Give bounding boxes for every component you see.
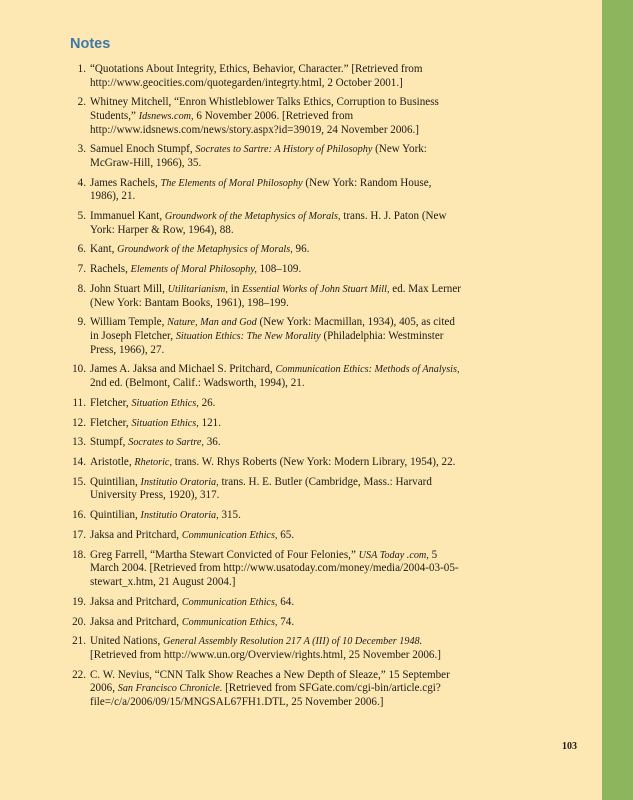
note-item (70, 96, 462, 137)
note-text: trans. W. Rhys Roberts (New York: Modern Library, 1954), 22. (172, 456, 456, 469)
note-text: 121. (198, 416, 221, 429)
note-text: 64. (277, 595, 295, 608)
note-text: ed. Max Lerner (New York: Bantam Books, 1961), 198–199. (90, 283, 461, 309)
note-text: Samuel Enoch Stumpf, (90, 143, 196, 156)
note-text: C. W. Nevius, “CNN Talk Show Reaches a New Depth of Sleaze,” 15 September 2006, (90, 668, 450, 695)
note-source-title: General Assembly Resolution 217 A (III) of 10 December 1948. (163, 636, 423, 648)
note-text: 315. (218, 509, 241, 522)
note-source-title: Institutio Oratoria, (140, 476, 219, 488)
note-item (70, 529, 462, 543)
note-source-title: Institutio Oratoria, (140, 510, 219, 522)
note-source-title: Elements of Moral Philosophy, (130, 264, 257, 276)
note-text: Fletcher, (90, 396, 132, 409)
note-source-title: Situation Ethics: The New Morality (175, 331, 321, 342)
note-text: Immanuel Kant, (90, 210, 165, 223)
note-source-title: Utilitarianism, (167, 284, 228, 296)
note-source-title: The Elements of Moral Philosophy (160, 177, 303, 189)
note-number: 12. (72, 416, 86, 429)
note-text: 26. (198, 396, 216, 409)
note-item (70, 243, 462, 257)
note-source-title: Essential Works of John Stuart Mill, (242, 284, 390, 296)
note-text: Stumpf, (90, 436, 129, 449)
note-item (70, 63, 462, 90)
note-text: James A. Jaksa and Michael S. Pritchard, (90, 363, 276, 376)
note-text: (Philadelphia: Westminster Press, 1966), 27. (90, 330, 444, 356)
note-item (70, 363, 462, 390)
note-text: Fletcher, (90, 416, 132, 429)
note-item (70, 316, 462, 357)
note-text: (New York: Macmillan, 1934), 405, as cited in Joseph Fletcher, (90, 316, 455, 342)
green-margin-bar (602, 0, 633, 800)
note-source-title: Groundwork of the Metaphysics of Morals, (117, 244, 293, 256)
note-item (70, 283, 462, 310)
note-source-title: Situation Ethics, (131, 397, 199, 409)
note-number: 16. (72, 509, 86, 522)
note-text: 74. (277, 615, 295, 628)
note-source-title: Rhetoric, (134, 457, 173, 469)
note-number: 15. (72, 475, 86, 488)
note-number: 5. (77, 210, 86, 223)
note-text: 65. (277, 529, 295, 542)
note-source-title: Nature, Man and God (167, 317, 257, 329)
note-item (70, 476, 462, 503)
note-text: John Stuart Mill, (90, 283, 168, 296)
note-text: William Temple, (90, 316, 168, 329)
note-text: Jaksa and Pritchard, (90, 615, 182, 628)
note-number: 4. (77, 176, 86, 189)
note-item (70, 669, 462, 710)
note-text: 108–109. (256, 263, 302, 276)
note-text: (New York: Random House, 1986), 21. (90, 176, 432, 203)
note-item (70, 397, 462, 411)
note-number: 8. (77, 283, 86, 296)
note-item (70, 143, 462, 170)
note-source-title: Groundwork of the Metaphysics of Morals, (164, 211, 341, 223)
note-number: 14. (72, 456, 86, 469)
note-source-title: Socrates to Sartre: A History of Philosophy (195, 144, 373, 156)
note-text: Aristotle, (90, 456, 135, 469)
note-item (70, 210, 462, 237)
note-source-title: Situation Ethics, (131, 417, 199, 429)
note-text: (New York: McGraw-Hill, 1966), 35. (90, 143, 427, 169)
note-text: Jaksa and Pritchard, (90, 529, 182, 542)
note-number: 13. (72, 436, 86, 449)
notes-heading: Notes (70, 36, 111, 52)
note-source-title: Communication Ethics, (181, 616, 278, 628)
note-text: [Retrieved from http://www.un.org/Overview/rights.html, 25 November 2006.] (90, 648, 441, 661)
note-number: 20. (72, 615, 86, 628)
note-text: Quintilian, (90, 475, 141, 488)
note-number: 7. (77, 263, 86, 276)
note-text: 96. (292, 243, 310, 256)
page-number: 103 (562, 741, 577, 752)
note-number: 9. (77, 316, 86, 329)
note-number: 3. (77, 143, 86, 156)
note-source-title: USA Today .com, (358, 549, 429, 561)
note-number: 18. (72, 548, 86, 561)
note-number: 10. (72, 363, 86, 376)
note-number: 17. (72, 529, 86, 542)
note-item (70, 549, 462, 590)
note-item (70, 616, 462, 630)
note-item (70, 456, 462, 470)
note-source-title: Communication Ethics, (181, 596, 278, 608)
note-number: 2. (77, 96, 86, 109)
note-source-title: Communication Ethics: Methods of Analysis, (275, 364, 460, 376)
note-text: in (227, 283, 243, 296)
note-text: Whitney Mitchell, “Enron Whistleblower Talks Ethics, Corruption to Business Students,” (90, 96, 439, 122)
note-text: 5 March 2004. [Retrieved from http://www.usatoday.com/money/media/2004-03-05-stewart_x.htm, 21 August 2004.] (90, 548, 459, 588)
note-text: 6 November 2006. [Retrieved from http://www.idsnews.com/news/story.aspx?id=39019, 24 November 2006.] (90, 109, 419, 136)
note-text: Jaksa and Pritchard, (90, 595, 182, 608)
note-item (70, 596, 462, 610)
note-item (70, 177, 462, 204)
note-text: 2nd ed. (Belmont, Calif.: Wadsworth, 1994), 21. (90, 376, 305, 389)
note-text: 36. (203, 436, 221, 449)
note-source-title: San Francisco Chronicle. (117, 683, 223, 695)
note-text: James Rachels, (90, 176, 161, 189)
notes-list (70, 63, 462, 716)
note-text: Rachels, (90, 263, 131, 276)
note-item (70, 635, 462, 662)
note-text: trans. H. E. Butler (Cambridge, Mass.: Harvard University Press, 1920), 317. (90, 475, 432, 502)
note-item (70, 417, 462, 431)
note-text: trans. H. J. Paton (New York: Harper & Row, 1964), 88. (90, 210, 447, 236)
note-source-title: Idsnews.com, (138, 110, 194, 122)
note-text: Quintilian, (90, 509, 141, 522)
note-number: 1. (77, 63, 86, 75)
note-item (70, 436, 462, 450)
note-text: [Retrieved from SFGate.com/cgi-bin/article.cgi?file=/c/a/2006/09/15/MNGSAL67FH1.DTL, 25 November 2006.] (90, 682, 441, 708)
note-item (70, 263, 462, 277)
note-text: “Quotations About Integrity, Ethics, Behavior, Character.” [Retrieved from http://www.geocities.com/quotegarden/integrty.html, 2 October 2001.] (90, 63, 423, 89)
note-number: 21. (72, 635, 86, 648)
note-source-title: Communication Ethics, (181, 530, 278, 542)
note-text: Kant, (90, 243, 118, 256)
note-text: Greg Farrell, “Martha Stewart Convicted of Four Felonies,” (90, 548, 359, 561)
note-item (70, 509, 462, 523)
note-number: 22. (72, 668, 86, 681)
note-number: 19. (72, 595, 86, 608)
note-text: United Nations, (90, 635, 164, 648)
note-number: 6. (77, 243, 86, 256)
note-source-title: Socrates to Sartre, (128, 437, 204, 449)
note-number: 11. (72, 396, 86, 409)
